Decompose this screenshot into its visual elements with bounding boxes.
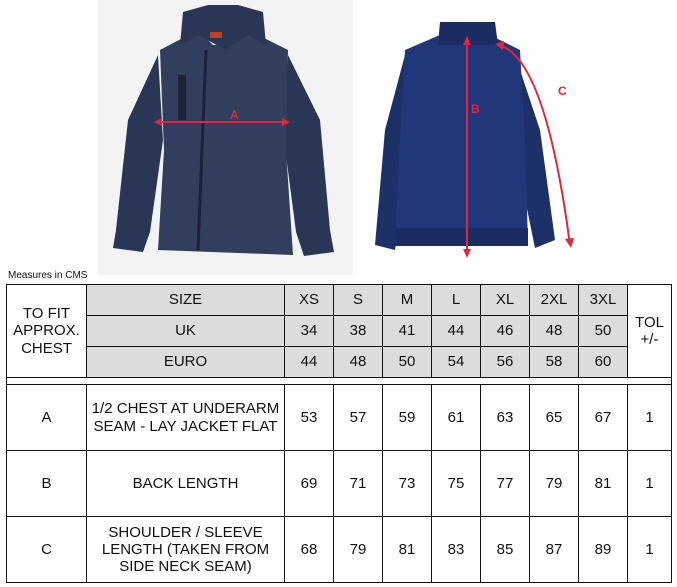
value-cell: 69 bbox=[285, 451, 334, 517]
row-key: A bbox=[7, 385, 87, 451]
value-cell: 79 bbox=[334, 517, 383, 583]
jacket-front-image bbox=[98, 0, 353, 275]
value-cell: 61 bbox=[432, 385, 481, 451]
euro-cell: 50 bbox=[383, 347, 432, 378]
row-key: C bbox=[7, 517, 87, 583]
value-cell: 63 bbox=[481, 385, 530, 451]
size-cell: XS bbox=[285, 285, 334, 316]
row-description: SHOULDER / SLEEVE LENGTH (TAKEN FROM SIDE NECK SEAM) bbox=[87, 517, 285, 583]
euro-cell: 48 bbox=[334, 347, 383, 378]
value-cell: 71 bbox=[334, 451, 383, 517]
euro-cell: 60 bbox=[579, 347, 628, 378]
value-cell: 77 bbox=[481, 451, 530, 517]
tolerance-label: TOL +/- bbox=[628, 285, 672, 378]
jacket-back-image bbox=[360, 0, 575, 275]
measurement-row bbox=[7, 385, 672, 451]
value-cell: 83 bbox=[432, 517, 481, 583]
euro-label: EURO bbox=[87, 347, 285, 378]
measurement-row bbox=[7, 517, 672, 583]
size-cell: 3XL bbox=[579, 285, 628, 316]
measurement-row bbox=[7, 451, 672, 517]
value-cell: 81 bbox=[383, 517, 432, 583]
size-cell: L bbox=[432, 285, 481, 316]
uk-cell: 38 bbox=[334, 316, 383, 347]
row-description: BACK LENGTH bbox=[87, 451, 285, 517]
uk-row bbox=[7, 316, 672, 347]
size-label: SIZE bbox=[87, 285, 285, 316]
uk-label: UK bbox=[87, 316, 285, 347]
label-c: C bbox=[558, 84, 567, 98]
size-header-row bbox=[7, 285, 672, 316]
uk-cell: 48 bbox=[530, 316, 579, 347]
value-cell: 68 bbox=[285, 517, 334, 583]
tolerance-cell: 1 bbox=[628, 385, 672, 451]
value-cell: 73 bbox=[383, 451, 432, 517]
value-cell: 81 bbox=[579, 451, 628, 517]
euro-row bbox=[7, 347, 672, 378]
uk-cell: 46 bbox=[481, 316, 530, 347]
uk-cell: 50 bbox=[579, 316, 628, 347]
value-cell: 57 bbox=[334, 385, 383, 451]
value-cell: 53 bbox=[285, 385, 334, 451]
uk-cell: 41 bbox=[383, 316, 432, 347]
tolerance-cell: 1 bbox=[628, 451, 672, 517]
uk-cell: 44 bbox=[432, 316, 481, 347]
fit-chest-label: TO FIT APPROX. CHEST bbox=[7, 285, 87, 378]
value-cell: 87 bbox=[530, 517, 579, 583]
tolerance-cell: 1 bbox=[628, 517, 672, 583]
euro-cell: 44 bbox=[285, 347, 334, 378]
value-cell: 59 bbox=[383, 385, 432, 451]
measures-caption: Measures in CMS bbox=[8, 270, 88, 281]
size-cell: S bbox=[334, 285, 383, 316]
row-description: 1/2 CHEST AT UNDERARM SEAM - LAY JACKET FLAT bbox=[87, 385, 285, 451]
euro-cell: 58 bbox=[530, 347, 579, 378]
value-cell: 89 bbox=[579, 517, 628, 583]
row-key: B bbox=[7, 451, 87, 517]
value-cell: 79 bbox=[530, 451, 579, 517]
table-divider bbox=[7, 378, 672, 385]
value-cell: 67 bbox=[579, 385, 628, 451]
label-a: A bbox=[230, 108, 239, 122]
size-cell: XL bbox=[481, 285, 530, 316]
size-cell: 2XL bbox=[530, 285, 579, 316]
size-cell: M bbox=[383, 285, 432, 316]
euro-cell: 56 bbox=[481, 347, 530, 378]
size-chart-table bbox=[6, 284, 672, 583]
uk-cell: 34 bbox=[285, 316, 334, 347]
label-b: B bbox=[471, 102, 480, 116]
euro-cell: 54 bbox=[432, 347, 481, 378]
value-cell: 75 bbox=[432, 451, 481, 517]
value-cell: 65 bbox=[530, 385, 579, 451]
value-cell: 85 bbox=[481, 517, 530, 583]
